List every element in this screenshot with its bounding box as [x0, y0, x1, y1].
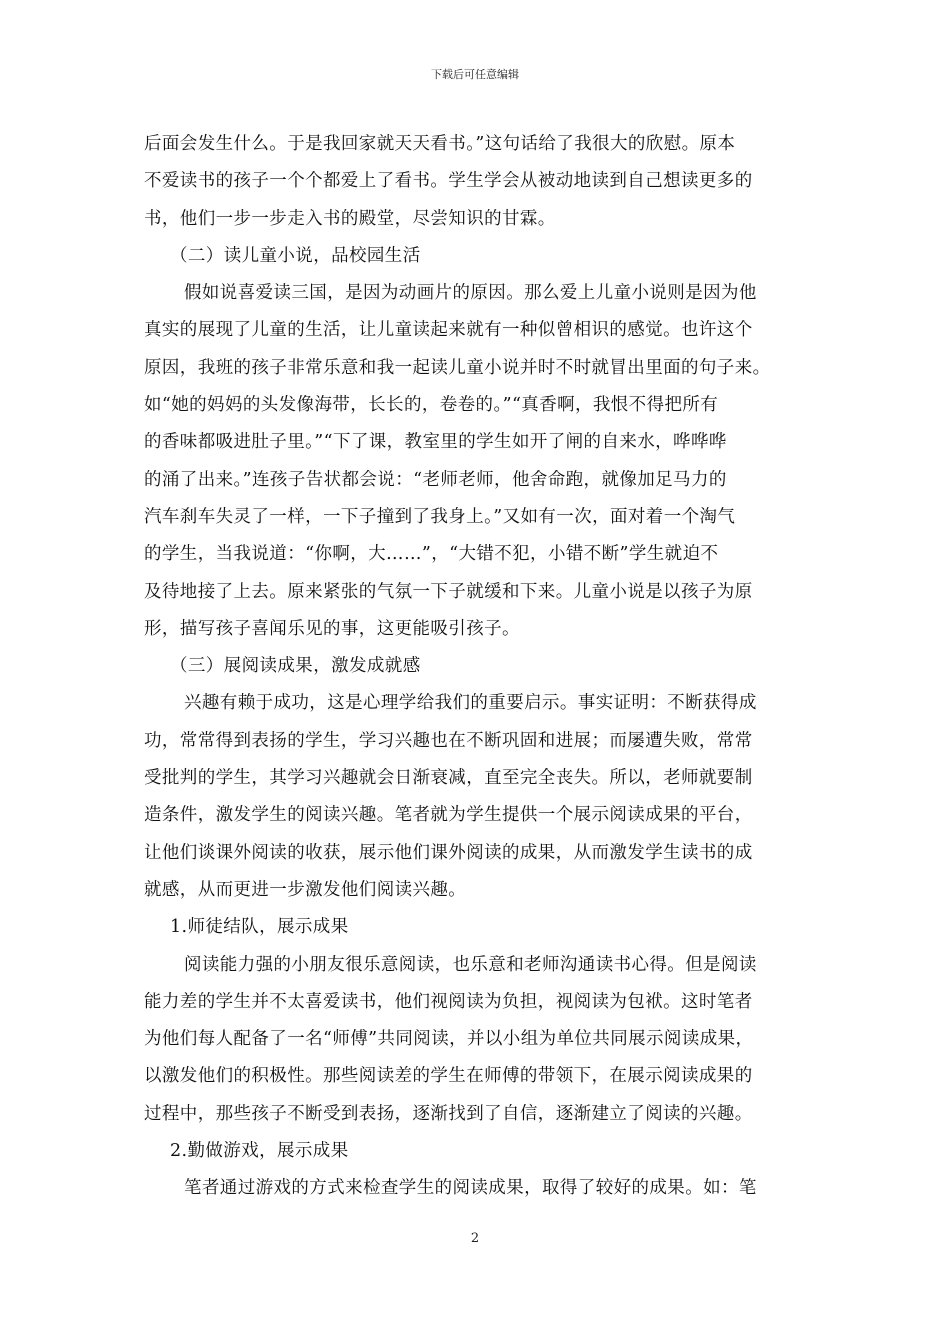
text-line: 的学生，当我说道：“你啊，大……”，“大错不犯，小错不断”学生就迫不 [144, 544, 719, 565]
section-heading-line: （二）读儿童小说，品校园生活 [170, 245, 421, 266]
section-heading-line: （三）展阅读成果，激发成就感 [170, 656, 421, 677]
text-line: 让他们谈课外阅读的收获，展示他们课外阅读的成果，从而激发学生读书的成 [144, 842, 753, 863]
text-line: 的涌了出来。”连孩子告状都会说：“老师老师，他舍命跑，就像加足马力的 [144, 469, 727, 490]
text-line: 以激发他们的积极性。那些阅读差的学生在师傅的带领下，在展示阅读成果的 [144, 1066, 753, 1087]
text-line: 不爱读书的孩子一个个都爱上了看书。学生学会从被动地读到自己想读更多的 [144, 171, 753, 192]
text-line: 后面会发生什么。于是我回家就天天看书。”这句话给了我很大的欣慰。原本 [144, 134, 736, 154]
text-line: 为他们每人配备了一名“师傅”共同阅读，并以小组为单位共同展示阅读成果， [144, 1029, 754, 1050]
text-line: 假如说喜爱读三国，是因为动画片的原因。那么爱上儿童小说则是因为他 [184, 283, 757, 304]
text-line: 如“她的妈妈的头发像海带，长长的，卷卷的。”“真香啊，我恨不得把所有 [144, 395, 719, 416]
text-line: 形，描写孩子喜闻乐见的事，这更能吸引孩子。 [144, 618, 520, 639]
text-line: 能力差的学生并不太喜爱读书，他们视阅读为负担，视阅读为包袱。这时笔者 [144, 991, 753, 1012]
text-line: 原因，我班的孩子非常乐意和我一起读儿童小说并时不时就冒出里面的句子来。 [144, 357, 771, 378]
section-heading-line: 2.勤做游戏，展示成果 [170, 1141, 349, 1162]
text-line: 功，常常得到表扬的学生，学习兴趣也在不断巩固和进展；而屡遭失败，常常 [144, 730, 753, 751]
text-line: 的香味都吸进肚子里。”“下了课，教室里的学生如开了闸的自来水，哗哗哗 [144, 432, 727, 453]
text-line: 兴趣有赖于成功，这是心理学给我们的重要启示。事实证明：不断获得成 [184, 693, 757, 714]
text-line: 笔者通过游戏的方式来检查学生的阅读成果，取得了较好的成果。如：笔 [184, 1178, 757, 1199]
text-line: 受批判的学生，其学习兴趣就会日渐衰减，直至完全丧失。所以，老师就要制 [144, 768, 753, 789]
page-number: 2 [470, 1231, 480, 1246]
text-line: 就感，从而更进一步激发他们阅读兴趣。 [144, 879, 467, 900]
text-line: 造条件，激发学生的阅读兴趣。笔者就为学生提供一个展示阅读成果的平台， [144, 805, 753, 826]
text-line: 书，他们一步一步走入书的殿堂，尽尝知识的甘霖。 [144, 208, 556, 229]
text-line: 过程中，那些孩子不断受到表扬，逐渐找到了自信，逐渐建立了阅读的兴趣。 [144, 1103, 753, 1124]
text-line: 汽车刹车失灵了一样，一下子撞到了我身上。”又如有一次，面对着一个淘气 [144, 506, 736, 527]
text-line: 及待地接了上去。原来紧张的气氛一下子就缓和下来。儿童小说是以孩子为原 [144, 581, 753, 602]
text-line: 阅读能力强的小朋友很乐意阅读，也乐意和老师沟通读书心得。但是阅读 [184, 954, 757, 975]
text-line: 真实的展现了儿童的生活，让儿童读起来就有一种似曾相识的感觉。也许这个 [144, 320, 753, 341]
page-header: 下载后可任意编辑 [431, 68, 519, 81]
document-body [144, 126, 812, 1208]
section-heading-line: 1.师徒结队，展示成果 [170, 917, 349, 938]
